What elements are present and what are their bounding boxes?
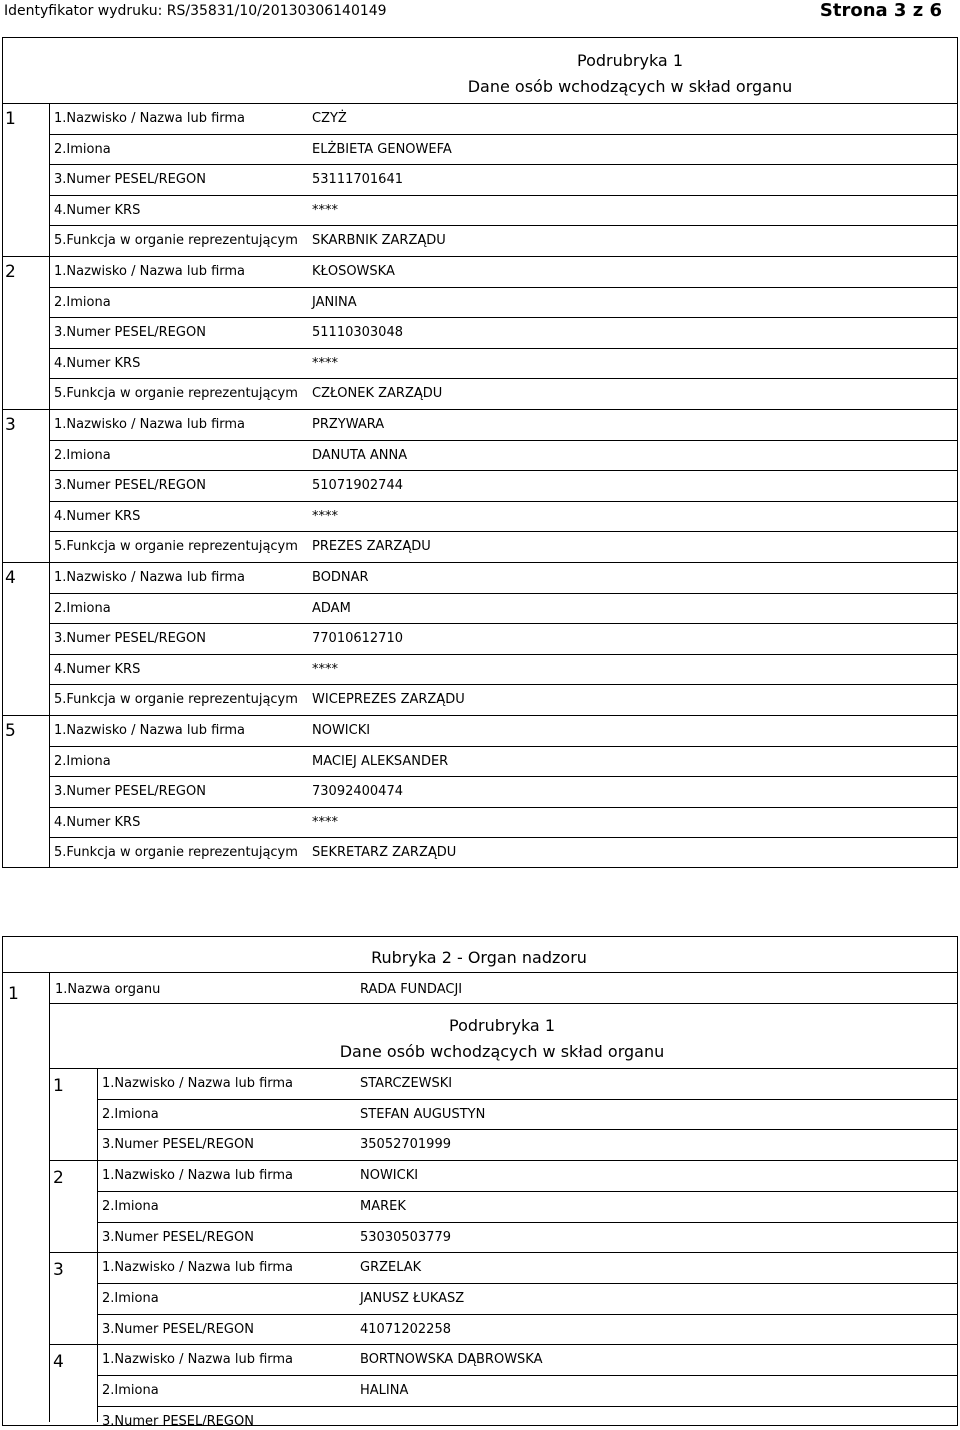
pesel-value: 53030503779: [360, 1229, 451, 1245]
field-divider: [49, 776, 958, 777]
person-number: 1: [5, 109, 16, 129]
person-divider: [49, 1160, 958, 1161]
names-label: 2.Imiona: [54, 447, 111, 463]
pesel-value: 41071202258: [360, 1321, 451, 1337]
surname-label: 1.Nazwisko / Nazwa lub firma: [54, 570, 246, 585]
names-value: ELŻBIETA GENOWEFA: [312, 141, 452, 157]
organ-name-label: 1.Nazwa organu: [55, 982, 161, 997]
surname-value: NOWICKI: [360, 1168, 419, 1184]
names-value: JANUSZ ŁUKASZ: [360, 1290, 465, 1306]
surname-label: 1.Nazwisko / Nazwa lub firma: [102, 1352, 294, 1368]
pesel-label: 3.Numer PESEL/REGON: [102, 1137, 254, 1153]
surname-value: KŁOSOWSKA: [312, 264, 395, 279]
field-divider: [49, 470, 958, 471]
field-divider: [49, 287, 958, 288]
krs-value: ****: [312, 202, 338, 218]
pesel-label: 3.Numer PESEL/REGON: [102, 1229, 254, 1245]
names-value: HALINA: [360, 1383, 409, 1398]
pesel-value: 53111701641: [312, 172, 403, 188]
krs-value: ****: [312, 355, 338, 371]
surname-value: GRZELAK: [360, 1260, 422, 1276]
section2-organ-divider: [2, 972, 958, 973]
names-label: 2.Imiona: [54, 600, 111, 616]
function-value: SKARBNIK ZARZĄDU: [312, 233, 446, 249]
pesel-value: 51110303048: [312, 325, 403, 341]
surname-value: STARCZEWSKI: [360, 1076, 453, 1091]
field-divider: [49, 317, 958, 318]
surname-label: 1.Nazwisko / Nazwa lub firma: [54, 111, 246, 126]
field-divider: [97, 1099, 958, 1100]
field-divider: [97, 1283, 958, 1284]
field-divider: [97, 1375, 958, 1376]
pesel-label: 3.Numer PESEL/REGON: [54, 784, 206, 800]
surname-label: 1.Nazwisko / Nazwa lub firma: [54, 264, 246, 279]
surname-value: NOWICKI: [312, 723, 371, 738]
field-divider: [49, 531, 958, 532]
person-number: 3: [53, 1260, 64, 1281]
surname-label: 1.Nazwisko / Nazwa lub firma: [54, 723, 246, 738]
surname-value: PRZYWARA: [312, 417, 385, 432]
function-label: 5.Funkcja w organie reprezentującym: [54, 845, 298, 861]
field-divider: [49, 623, 958, 624]
section1-number-column-divider: [49, 103, 50, 868]
names-value: STEFAN AUGUSTYN: [360, 1106, 486, 1122]
section1-subtitle: Dane osób wchodzących w skład organu: [467, 77, 793, 96]
field-divider: [49, 348, 958, 349]
field-divider: [49, 837, 958, 838]
names-label: 2.Imiona: [102, 1198, 159, 1214]
surname-label: 1.Nazwisko / Nazwa lub firma: [54, 417, 246, 432]
function-value: CZŁONEK ZARZĄDU: [312, 386, 443, 402]
names-label: 2.Imiona: [102, 1290, 159, 1306]
pesel-value: 77010612710: [312, 631, 403, 647]
krs-value: ****: [312, 508, 338, 524]
section2-sub-subtitle: Dane osób wchodzących w skład organu: [339, 1042, 665, 1061]
krs-label: 4.Numer KRS: [54, 508, 141, 524]
pesel-label: 3.Numer PESEL/REGON: [54, 325, 206, 341]
person-divider: [49, 1344, 958, 1345]
names-label: 2.Imiona: [54, 753, 111, 769]
person-number: 2: [5, 262, 16, 282]
field-divider: [49, 807, 958, 808]
field-divider: [49, 378, 958, 379]
krs-label: 4.Numer KRS: [54, 814, 141, 830]
names-label: 2.Imiona: [102, 1383, 159, 1398]
surname-label: 1.Nazwisko / Nazwa lub firma: [102, 1260, 294, 1276]
function-label: 5.Funkcja w organie reprezentującym: [54, 233, 298, 249]
person-number: 2: [53, 1168, 64, 1189]
field-divider: [49, 164, 958, 165]
pesel-value: 35052701999: [360, 1137, 451, 1153]
pesel-label: 3.Numer PESEL/REGON: [54, 478, 206, 494]
person-number: 3: [5, 415, 16, 435]
names-value: DANUTA ANNA: [312, 447, 408, 463]
surname-value: BODNAR: [312, 570, 369, 585]
person-number: 4: [53, 1352, 64, 1373]
names-value: JANINA: [312, 294, 357, 310]
field-divider: [97, 1222, 958, 1223]
field-divider: [49, 746, 958, 747]
person-number: 4: [5, 568, 16, 588]
field-divider: [49, 195, 958, 196]
field-divider: [97, 1314, 958, 1315]
page-number: Strona 3 z 6: [819, 0, 942, 21]
names-label: 2.Imiona: [102, 1106, 159, 1122]
print-identifier: Identyfikator wydruku: RS/35831/10/20130306140149: [4, 3, 387, 19]
pesel-label: 3.Numer PESEL/REGON: [102, 1321, 254, 1337]
surname-label: 1.Nazwisko / Nazwa lub firma: [102, 1076, 294, 1091]
section1-table: [2, 37, 958, 868]
pesel-label: 3.Numer PESEL/REGON: [102, 1413, 254, 1429]
section2-sub-title: Podrubryka 1: [449, 1016, 555, 1035]
field-divider: [49, 684, 958, 685]
surname-value: CZYŻ: [312, 111, 347, 126]
pesel-value: 51071902744: [312, 478, 403, 494]
person-number: 5: [5, 721, 16, 741]
krs-value: ****: [312, 814, 338, 830]
surname-value: BORTNOWSKA DĄBROWSKA: [360, 1352, 543, 1368]
section2-sub-number-divider: [97, 1068, 98, 1422]
function-label: 5.Funkcja w organie reprezentującym: [54, 692, 298, 708]
section1-title: Podrubryka 1: [577, 51, 683, 70]
person-divider: [2, 715, 958, 716]
organ-name-value: RADA FUNDACJI: [360, 982, 463, 997]
person-divider: [2, 256, 958, 257]
names-value: ADAM: [312, 600, 351, 616]
function-value: SEKRETARZ ZARZĄDU: [312, 845, 457, 861]
person-divider: [2, 103, 958, 104]
function-label: 5.Funkcja w organie reprezentującym: [54, 539, 298, 555]
field-divider: [49, 654, 958, 655]
person-divider: [2, 409, 958, 410]
pesel-label: 3.Numer PESEL/REGON: [54, 172, 206, 188]
krs-label: 4.Numer KRS: [54, 661, 141, 677]
section2-number-column-divider: [49, 972, 50, 1422]
field-divider: [49, 593, 958, 594]
field-divider: [97, 1129, 958, 1130]
person-divider: [2, 562, 958, 563]
person-divider: [49, 1068, 958, 1069]
pesel-value: 73092400474: [312, 784, 403, 800]
function-label: 5.Funkcja w organie reprezentującym: [54, 386, 298, 402]
function-value: WICEPREZES ZARZĄDU: [312, 692, 465, 708]
names-value: MAREK: [360, 1198, 406, 1214]
person-divider: [49, 1252, 958, 1253]
surname-label: 1.Nazwisko / Nazwa lub firma: [102, 1168, 294, 1184]
person-number: 1: [53, 1076, 64, 1096]
field-divider: [49, 225, 958, 226]
names-label: 2.Imiona: [54, 141, 111, 157]
organ-name-divider: [49, 1003, 958, 1004]
organ-number: 1: [8, 984, 19, 1004]
field-divider: [49, 134, 958, 135]
field-divider: [97, 1406, 958, 1407]
krs-label: 4.Numer KRS: [54, 202, 141, 218]
krs-label: 4.Numer KRS: [54, 355, 141, 371]
krs-value: ****: [312, 661, 338, 677]
names-value: MACIEJ ALEKSANDER: [312, 753, 449, 769]
pesel-label: 3.Numer PESEL/REGON: [54, 631, 206, 647]
names-label: 2.Imiona: [54, 294, 111, 310]
field-divider: [49, 440, 958, 441]
field-divider: [97, 1191, 958, 1192]
function-value: PREZES ZARZĄDU: [312, 539, 431, 555]
field-divider: [49, 501, 958, 502]
print-header: [0, 0, 960, 22]
section2-title: Rubryka 2 - Organ nadzoru: [371, 948, 587, 967]
